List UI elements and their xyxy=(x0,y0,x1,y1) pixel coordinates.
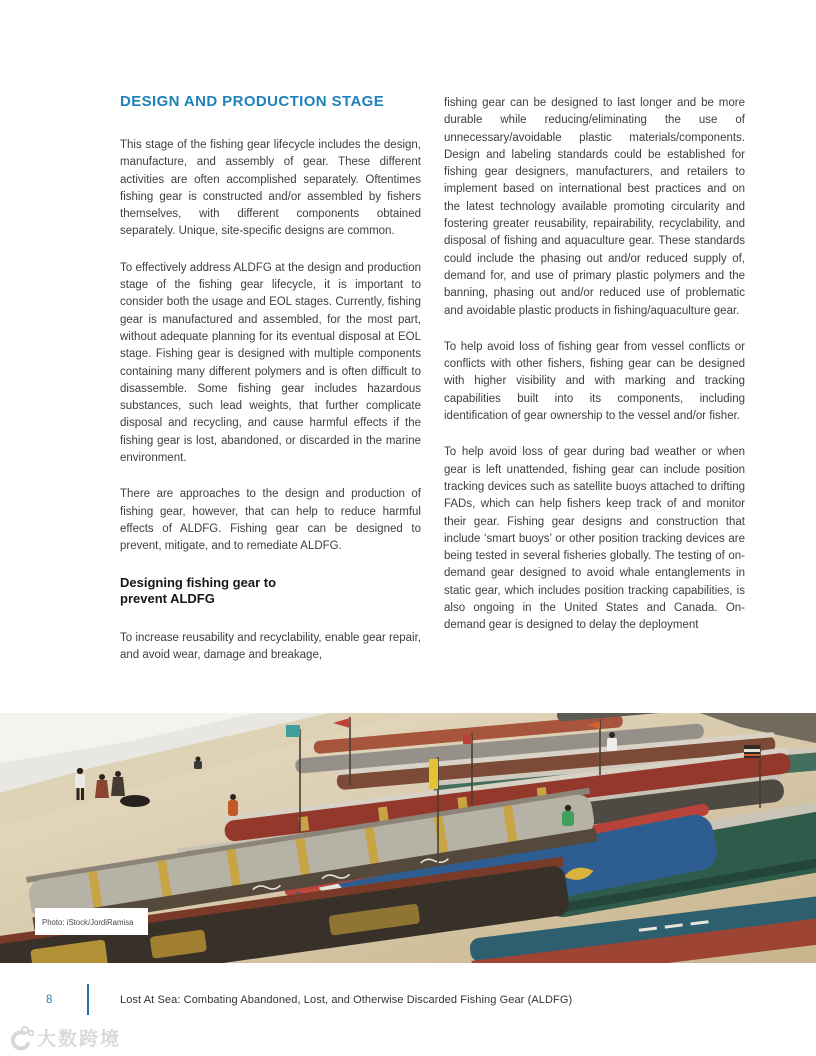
footer-divider xyxy=(87,984,89,1015)
right-column xyxy=(444,93,745,664)
subsection-heading-line1: Designing fishing gear to xyxy=(120,574,277,590)
small-red-flag xyxy=(463,735,472,744)
body-paragraph: To help avoid loss of gear during bad weather or when gear is left unattended, fishing gear can include position tracking devices such as satellite buoys attached to drifting FADs, which can help fishers keep track of and monitor their gear. Fishing gear designs and construction that include ‘smart buoys’ or other position tracking devices are being tested in several fisheries globally. The testing of on-demand gear designed to avoid whale entanglements in static gear, which includes position tracking capabilities, is also ongoing in the United States and Canada. On-demand gear is designed to delay the deployment xyxy=(444,446,745,632)
photo-caption-box xyxy=(35,908,148,935)
body-paragraph: To effectively address ALDFG at the design and production stage of the fishing gear lifecycle, it is important to consider both the usage and EOL stages. Currently, fishing gear is manufactured and assembled, for the most part, without adequate planning for its eventual disposal at EOL stage. Fishing gear is designed with multiple components containing many different polymers and is often difficult to disassemble. Some fishing gear includes hazardous substances, such lead weights, that further complicate disposal and recycling, and cause harmful effects if the fishing gear is lost, abandoned, or discarded in the marine environment. xyxy=(120,261,421,465)
left-column xyxy=(120,93,421,664)
fishing-basin xyxy=(120,795,150,807)
watermark-logo-icon xyxy=(8,1025,34,1051)
body-paragraph: To increase reusability and recyclability, enable gear repair, and avoid wear, damage and breakage, xyxy=(120,631,421,661)
yellow-pennant xyxy=(429,759,438,789)
watermark xyxy=(8,1024,121,1051)
body-paragraph: To help avoid loss of fishing gear from vessel conflicts or conflicts with other fishers, fishing gear can be designed with higher visibility and with marking and tracking capabilities built into its components, including identification of gear ownership to the vessel and/or fisher. xyxy=(444,340,745,423)
article-body xyxy=(120,93,745,664)
footer-report-title: Lost At Sea: Combating Abandoned, Lost, and Otherwise Discarded Fishing Gear (ALDFG) xyxy=(120,994,573,1006)
body-paragraph: There are approaches to the design and production of fishing gear, however, that can help to reduce harmful effects of ALDFG. Fishing gear can be designed to prevent, mitigate, and to remediate ALDFG. xyxy=(120,488,421,553)
beach-boats-photo xyxy=(0,713,816,963)
body-paragraph: fishing gear can be designed to last longer and be more durable while reducing/eliminating the use of unnecessary/avoidable plastic materials/components. Design and labeling standards could be established for fishing gear designers, manufacturers, and retailers to implement based on international best practices and on the latest technology available promoting circularity and fostering greater reusability, repairability, recyclability, and disposal of fishing and aquaculture gear. These standards could include the phasing out and/or reduced supply of, demand for, and use of primary plastic polymers and the banning, phasing out and/or reduced use of problematic and avoidable plastic products in fishing/aquaculture gear. xyxy=(444,97,745,317)
body-paragraph: This stage of the fishing gear lifecycle includes the design, manufacture, and assembly of gear. These different activities are often accomplished separately. Oftentimes fishing gear is constructed and/or assembled by fishers themselves, with different components obtained separately. Unique, site-specific designs are common. xyxy=(120,139,421,238)
page-footer xyxy=(0,984,816,1016)
subsection-heading xyxy=(120,575,421,608)
page-number: 8 xyxy=(46,994,53,1006)
subsection-heading-line2: prevent ALDFG xyxy=(120,591,215,607)
watermark-text: 大数跨境 xyxy=(37,1029,122,1050)
section-heading: DESIGN AND PRODUCTION STAGE xyxy=(120,93,385,110)
photo-caption: Photo: iStock/JordiRamisa xyxy=(42,918,134,927)
teal-flag xyxy=(286,725,300,737)
